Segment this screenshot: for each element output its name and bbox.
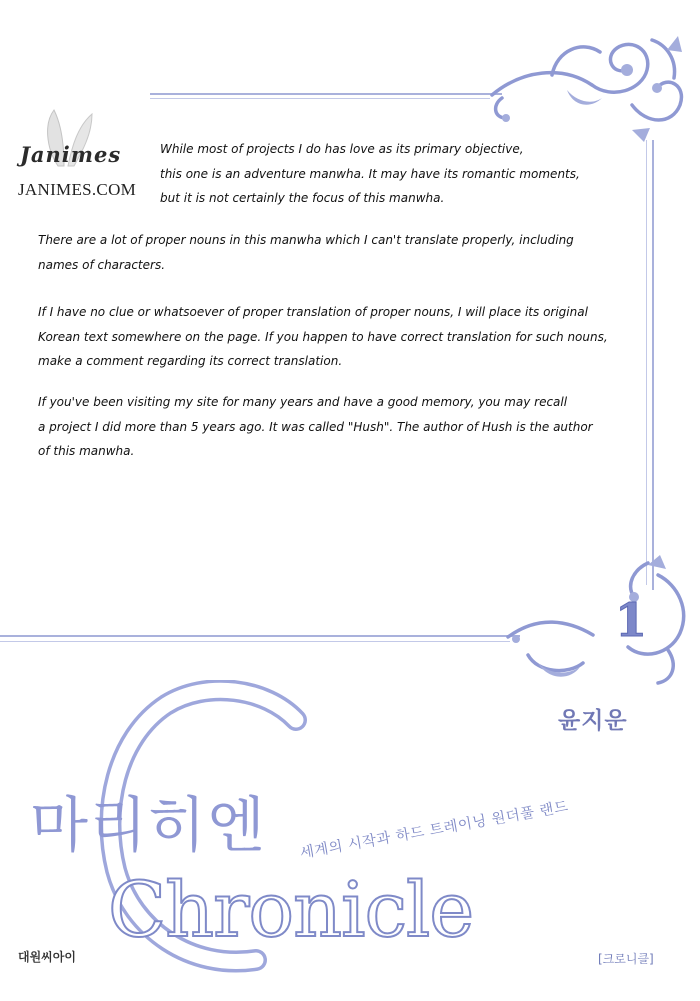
subtitle-korean: 세계의 시작과 하드 트레이닝 원더풀 랜드 — [298, 798, 570, 862]
volume-number: 1 — [614, 593, 647, 647]
author-name: 윤지운 — [558, 708, 628, 734]
publisher-name: 대원씨아이 — [18, 950, 76, 964]
note-paragraph-1: While most of projects I do has love as its primary objective, this one is an adventure manwha. It may have its romantic moments, but it is not certainly the focus of this manwha. — [160, 142, 580, 205]
janimes-logo — [18, 108, 150, 203]
frame-bottom-line — [0, 635, 520, 637]
title-english-korean: [크로니클] — [598, 952, 654, 966]
note-paragraph-4: If you've been visiting my site for many years and have a good memory, you may recall a project I did more than 5 years ago. It was called "Hush". The author of Hush is the author of this manwha. — [38, 395, 593, 458]
frame-top-line — [150, 93, 502, 95]
frame-right-line — [652, 140, 654, 590]
frame-top-line-inner — [150, 98, 490, 99]
corner-ornament-icon — [482, 30, 692, 150]
note-paragraph-2: There are a lot of proper nouns in this manwha which I can't translate properly, including names of characters. — [38, 233, 574, 272]
note-paragraph-3: If I have no clue or whatsoever of proper translation of proper nouns, I will place its original Korean text somewhere on the page. If you happen to have correct translation for such nouns, make a comment regarding its correct translation. — [38, 305, 608, 368]
logo-script-text: Janimes — [20, 142, 122, 167]
frame-right-line-inner — [646, 140, 647, 585]
logo-site-name: JANIMES.COM — [18, 180, 137, 199]
frame-bottom-line-inner — [0, 641, 510, 642]
title-korean: 마리히엔 — [30, 791, 266, 861]
title-english: Chronicle — [108, 865, 474, 954]
